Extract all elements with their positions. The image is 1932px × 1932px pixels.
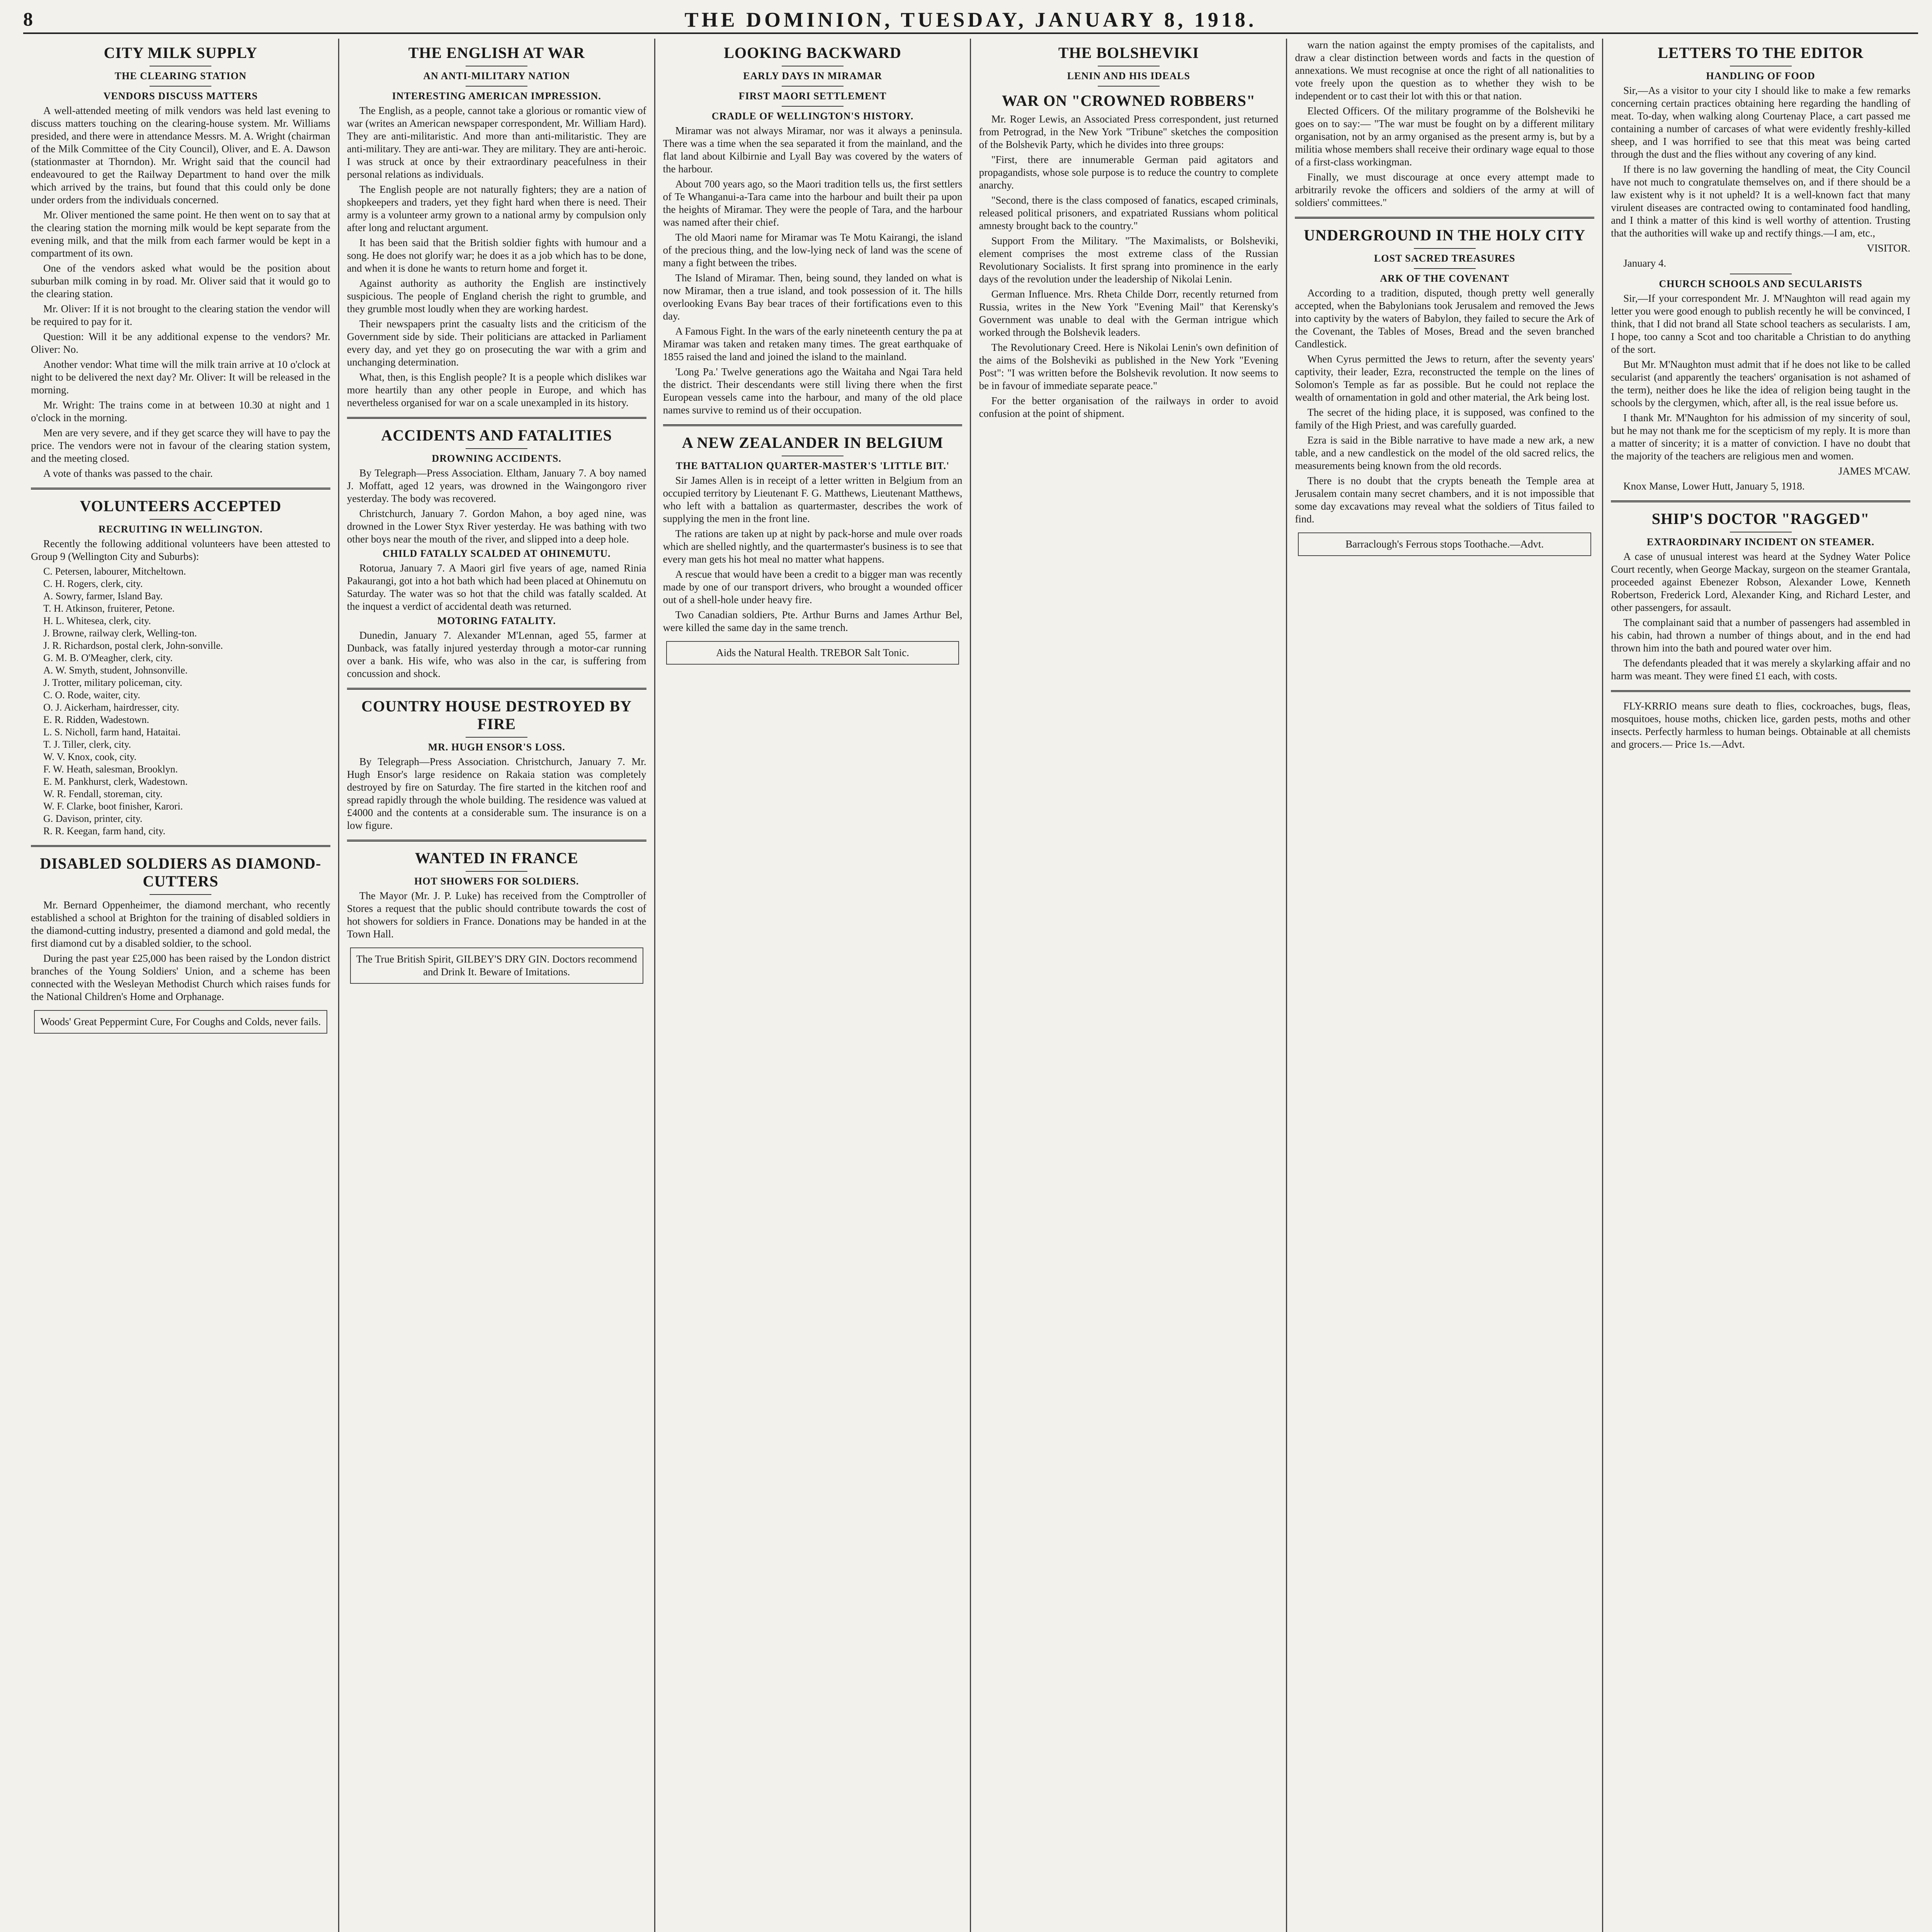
divider [31, 845, 330, 847]
paragraph: Finally, we must discourage at once every attempt made to arbitrarily revoke the officers and soldiers of the army at will of soldiers' committees." [1295, 171, 1595, 208]
headline: A NEW ZEALANDER IN BELGIUM [682, 434, 944, 451]
divider [1414, 248, 1476, 249]
newspaper-title: THE DOMINION, TUESDAY, JANUARY 8, 1918. [684, 8, 1257, 31]
paragraph: There is no doubt that the crypts beneath the Temple area at Jerusalem contain many secret chambers, and it is not impossible that some day excavations may reveal what the soldiers of Titus failed to find. [1295, 475, 1595, 525]
list-item: F. W. Heath, salesman, Brooklyn. [43, 764, 178, 775]
paragraph: Mr. Wright: The trains come in at between 10.30 at night and 1 o'clock in the morning. [31, 399, 330, 423]
divider [31, 488, 330, 490]
subheadline: CHILD FATALLY SCALDED AT OHINEMUTU. [383, 548, 611, 559]
paragraph: Men are very severe, and if they get scarce they will have to pay the price. The vendors were not in favour of the clearing station system, and the meeting closed. [31, 427, 330, 464]
divider [347, 840, 646, 842]
paragraph: Ezra is said in the Bible narrative to have made a new ark, a new table, and a new candlestick on the model of the old sacred relics, the measurements being known from the old records. [1295, 434, 1595, 471]
paragraph: According to a tradition, disputed, though pretty well generally accepted, when the Babylonians took Jerusalem and removed the Jews into captivity by the waters of Babylon, they failed to secure the Ark of the Covenant, the Tables of Moses, Bread and the seven branched Candlestick. [1295, 287, 1595, 350]
paragraph: Elected Officers. Of the military programme of the Bolsheviki he goes on to say:— "The war must be fought on by a different military organisation, not by an army organised as the present army is, but by a militia whose members shall receive their ordinary wage equal to those of a first-class workingman. [1295, 105, 1595, 168]
paragraph: "First, there are innumerable German paid agitators and propagandists, whose sole purpose is to reduce the country to complete anarchy. [979, 154, 1279, 191]
paragraph: Sir,—As a visitor to your city I should like to make a few remarks concerning certain practices obtaining here regarding the handling of meat. To-day, when walking along Courtenay Place, a cart passed me containing a number of carcases of what were evidently freshly-killed sheep, and I was horrified to see that this meat was being carted through the dust and the flies without any covering of any kind. [1611, 85, 1910, 160]
divider [150, 519, 211, 520]
paragraph: If there is no law governing the handling of meat, the City Council have not much to congratulate themselves on, and if there should be a law existent why is it not upheld? It is a well-known fact that many virulent diseases are contracted owing to contaminated food handling, and I think a matter of this kind is well worthy of attention. Trusting that the authorities will wake up and rectify things.—I am, etc., [1611, 163, 1910, 239]
subheadline: ARK OF THE COVENANT [1380, 273, 1510, 284]
list-item: J. Trotter, military policeman, city. [43, 677, 182, 688]
paragraph: A well-attended meeting of milk vendors was held last evening to discuss matters touching on the clearing-house system. Mr. Williams presided, and there were in attendance Messrs. M. A. Wright (chairman of the Milk Committee of the City Council), Oliver, and E. A. Dawson (stationmaster at Thorndon). Mr. Wright said that the council had endeavoured to get the Railway Department to hand over the milk which arrived by the trains, but found that this could only be done under orders from the individuals concerned. [31, 105, 330, 206]
paragraph: Rotorua, January 7. A Maori girl five years of age, named Rinia Pakaurangi, got into a hot bath which had been placed at Ohinemutu on Saturday. The water was so hot that the child was fatally scalded. At the inquest a verdict of accidental death was returned. [347, 562, 646, 612]
paragraph: The English people are not naturally fighters; they are a nation of shopkeepers and traders, yet they fight hard when there is need. Their army is a volunteer army grown to a national army by compulsion only after long and reluctant argument. [347, 184, 646, 233]
paragraph: A vote of thanks was passed to the chair. [43, 468, 213, 479]
paragraph: Their newspapers print the casualty lists and the criticism of the Government side by side. Their politicians are attacked in Parliament every day, and yet they go on prosecuting the war with a grim and unchanging determination. [347, 318, 646, 368]
paragraph: Sir,—If your correspondent Mr. J. M'Naughton will read again my letter you were good enough to publish recently he will be convinced, I think, that I did not brand all State school teachers as secularists. I am, I hope, too canny a Scot and too charitable a Christian to do anything of the sort. [1611, 293, 1910, 355]
list-item: W. R. Fendall, storeman, city. [43, 788, 163, 799]
paragraph: Another vendor: What time will the milk train arrive at 10 o'clock at night to be delivered the next day? Mr. Oliver: It will be released in the morning. [31, 359, 330, 396]
subheadline: INTERESTING AMERICAN IMPRESSION. [392, 90, 601, 102]
paragraph: Mr. Bernard Oppenheimer, the diamond merchant, who recently established a school at Brighton for the training of disabled soldiers in the diamond-cutting industry, presented a diamond and gold medal, the first diamond cut by a disabled soldier, to the school. [31, 899, 330, 949]
ad-text: Barraclough's Ferrous stops Toothache.—Advt. [1345, 538, 1544, 550]
subheadline: MR. HUGH ENSOR'S LOSS. [428, 742, 565, 753]
paragraph: Christchurch, January 7. Gordon Mahon, a boy aged nine, was drowned in the Lower Styx River yesterday. He was bathing with two other boys near the mouth of the river, and slipped into a deep hole. [347, 508, 646, 545]
list-item: A. Sowry, farmer, Island Bay. [43, 590, 163, 602]
signature: JAMES M'CAW. [1838, 465, 1910, 477]
headline: UNDERGROUND IN THE HOLY CITY [1304, 226, 1586, 244]
column-3 [655, 39, 971, 1932]
column-1 [23, 39, 339, 1932]
divider [1295, 217, 1594, 219]
list-item: E. R. Ridden, Wadestown. [43, 714, 150, 725]
subheadline: CRADLE OF WELLINGTON'S HISTORY. [711, 111, 914, 122]
divider [150, 86, 211, 87]
volunteer-list [31, 565, 330, 837]
paragraph: A Famous Fight. In the wars of the early nineteenth century the pa at Miramar was taken and retaken many times. The great earthquake of 1855 raised the land and joined the island to the mainland. [663, 325, 963, 362]
paragraph: The Mayor (Mr. J. P. Luke) has received from the Comptroller of Stores a request that the public should contribute towards the cost of hot showers for soldiers in France. Donations may be handed in at the Town Hall. [347, 890, 646, 940]
paragraph: The English, as a people, cannot take a glorious or romantic view of war (writes an American newspaper correspondent, Mr. William Hard). They are anti-militaristic. And more than anti-militaristic. They are anti-military. They are anti-war. They are military. They are anti-heroic. I was struck at once by their extraordinary peacefulness in their personal relations as individuals. [347, 105, 646, 180]
divider [1414, 268, 1476, 269]
paragraph: The rations are taken up at night by pack-horse and mule over roads which are shelled nightly, and the quartermaster's business is to see that every man gets his hot meal no matter what happens. [663, 528, 963, 565]
list-item: L. S. Nicholl, farm hand, Hataitai. [43, 726, 181, 738]
divider [347, 417, 646, 419]
column-2 [339, 39, 655, 1932]
paragraph: By Telegraph—Press Association. Christchurch, January 7. Mr. Hugh Ensor's large residence on Rakaia station was completely destroyed by fire on Saturday. The fire started in the kitchen roof and spread rapidly through the whole building. The residence was valued at £4000 and the contents at a considerable sum. The insurance is on a low figure. [347, 756, 646, 831]
paragraph: A case of unusual interest was heard at the Sydney Water Police Court recently, when George Mackay, surgeon on the steamer Grantala, proceeded against Ebenezer Robson, Alexander Lowe, Kenneth Robertson, Frederick Lord, Alexander King, and Richard Lester, and other passengers, for assault. [1611, 551, 1910, 613]
list-item: C. Petersen, labourer, Mitcheltown. [43, 566, 186, 577]
advertisement [1298, 532, 1591, 556]
subheadline: RECRUITING IN WELLINGTON. [98, 524, 263, 535]
subheadline: FIRST MAORI SETTLEMENT [738, 90, 887, 102]
column-4 [971, 39, 1287, 1932]
divider [1098, 86, 1160, 87]
paragraph: Mr. Oliver mentioned the same point. He then went on to say that at the clearing station the morning milk would be kept separate from the evening milk, and that the milk from each farmer would be kept in a compartment of its own. [31, 209, 330, 259]
page-number: 8 [23, 8, 33, 30]
paragraph: What, then, is this English people? It is a people which dislikes war more heartily than any other people in Europe, and which has nevertheless organised for war on a scale unexampled in its history. [347, 371, 646, 408]
subheadline: THE CLEARING STATION [114, 70, 247, 82]
list-item: C. H. Rogers, clerk, city. [43, 578, 143, 589]
list-item: O. J. Aickerham, hairdresser, city. [43, 702, 179, 713]
headline: THE BOLSHEVIKI [1058, 44, 1199, 61]
paragraph: Miramar was not always Miramar, nor was it always a peninsula. There was a time when the sea separated it from the mainland, and the flat land about Kilbirnie and Lyall Bay was covered by the waters of the harbour. [663, 125, 963, 175]
columns [23, 39, 1918, 1932]
paragraph: Mr. Roger Lewis, an Associated Press correspondent, just returned from Petrograd, in the New York "Tribune" sketches the composition of the Bolshevik Party, which he divides into three groups: [979, 113, 1279, 150]
paragraph: The old Maori name for Miramar was Te Motu Kairangi, the island of the precious thing, and the low-lying neck of land was the scene of many a fight between the tribes. [663, 231, 963, 269]
list-item: J. R. Richardson, postal clerk, John-sonville. [43, 640, 223, 651]
signature: VISITOR. [1867, 242, 1910, 254]
paragraph: Two Canadian soldiers, Pte. Arthur Burns and James Arthur Bel, were killed the same day in the same trench. [663, 609, 963, 633]
subheadline: AN ANTI-MILITARY NATION [423, 70, 570, 82]
divider [466, 737, 527, 738]
subheadline: CHURCH SCHOOLS AND SECULARISTS [1659, 278, 1862, 289]
subheadline: DROWNING ACCIDENTS. [432, 453, 561, 464]
paragraph: Question: Will it be any additional expense to the vendors? Mr. Oliver: No. [31, 331, 330, 355]
headline: LOOKING BACKWARD [724, 44, 901, 61]
subheadline: WAR ON "CROWNED ROBBERS" [1002, 92, 1256, 109]
subheadline: HOT SHOWERS FOR SOLDIERS. [414, 876, 579, 887]
paragraph: But Mr. M'Naughton must admit that if he does not like to be called secularist (and apparently the teachers' organisation is not ashamed of the term), neither does he like the idea of religion being taught in the schools by the clergymen, which, after all, is the real issue before us. [1611, 359, 1910, 408]
subheadline: LENIN AND HIS IDEALS [1067, 70, 1190, 82]
paragraph: When Cyrus permitted the Jews to return, after the seventy years' captivity, their leader, Ezra, reconstructed the temple on the lines of Solomon's Temple as far as possible. But he could not replace the wealth of ornamentation in gold and other material, the Ark being lost. [1295, 353, 1595, 403]
list-item: H. L. Whitesea, clerk, city. [43, 615, 151, 626]
paragraph: German Influence. Mrs. Rheta Childe Dorr, recently returned from Russia, writes in the New York "Evening Mail" that Kerensky's Government was unable to deal with the German intrigue which worked through the Bolshevik leaders. [979, 288, 1279, 338]
list-item: W. F. Clarke, boot finisher, Karori. [43, 801, 183, 812]
list-item: T. J. Tiller, clerk, city. [43, 739, 131, 750]
paragraph: For the better organisation of the railways in order to avoid confusion at the point of shipment. [979, 395, 1279, 419]
list-item: G. Davison, printer, city. [43, 813, 143, 824]
divider [347, 688, 646, 690]
headline: VOLUNTEERS ACCEPTED [80, 497, 282, 515]
advertisement [350, 947, 643, 984]
subheadline: HANDLING OF FOOD [1706, 70, 1815, 82]
subheadline: MOTORING FATALITY. [437, 615, 556, 626]
headline: SHIP'S DOCTOR "RAGGED" [1651, 510, 1870, 527]
subheadline: VENDORS DISCUSS MATTERS [103, 90, 258, 102]
headline: ACCIDENTS AND FATALITIES [381, 427, 612, 444]
paragraph: It has been said that the British soldier fights with humour and a song. He does not glorify war; he does it as a job which has to be done, and when it is done he wants to return home and forget it. [347, 237, 646, 274]
paragraph: warn the nation against the empty promises of the capitalists, and draw a clear distinction between words and facts in the question of annexations. We must recognise at once the right of all nationalities to vote freely upon the question as to whether they wish to be independent or to cast their lot with this or that nation. [1295, 39, 1595, 102]
advertisement [666, 641, 959, 665]
paragraph: By Telegraph—Press Association. Eltham, January 7. A boy named J. Moffatt, aged 12 years, was drowned in the Waingongoro river yesterday. The body was recovered. [347, 467, 646, 504]
divider [1611, 500, 1910, 502]
paragraph: Against authority as authority the English are instinctively suspicious. The people of England cherish the right to grumble, and they grumble most loudly when they are working hardest. [347, 277, 646, 315]
divider [782, 106, 844, 107]
advertisement: FLY-KRRIO means sure death to flies, cockroaches, bugs, fleas, mosquitoes, house moths, chicken lice, garden pests, moths and other insects. Perfectly harmless to human beings. Obtainable at all chemists and grocers.— Price 1s.—Advt. [1611, 700, 1910, 750]
ad-text: Aids the Natural Health. TREBOR Salt Tonic. [716, 647, 909, 658]
subheadline: EXTRAORDINARY INCIDENT ON STEAMER. [1646, 536, 1875, 548]
column-5 [1287, 39, 1603, 1932]
headline: WANTED IN FRANCE [415, 849, 578, 867]
subheadline: LOST SACRED TREASURES [1374, 253, 1515, 264]
list-item: G. M. B. O'Meagher, clerk, city. [43, 652, 173, 663]
headline: DISABLED SOLDIERS AS DIAMOND-CUTTERS [40, 855, 321, 890]
paragraph: "Second, there is the class composed of fanatics, escaped criminals, released political prisoners, and expatriated Russians whom political amnesty brought back to the country." [979, 194, 1279, 231]
divider [1611, 690, 1910, 692]
divider [150, 894, 211, 895]
section-title: LETTERS TO THE EDITOR [1658, 44, 1864, 61]
ad-text: Woods' Great Peppermint Cure, For Coughs and Colds, never fails. [40, 1016, 321, 1027]
paragraph: The complainant said that a number of passengers had assembled in his cabin, had thrown a number of things about, and in the end had thrown him into the bath and poured water over him. [1611, 617, 1910, 654]
list-item: C. O. Rode, waiter, city. [43, 689, 140, 701]
subheadline: THE BATTALION QUARTER-MASTER'S 'LITTLE BIT.' [675, 460, 950, 471]
paragraph: About 700 years ago, so the Maori tradition tells us, the first settlers of Te Whanganui-a-Tara came into the harbour and built their pa upon the heights of Miramar. They were the people of Tara, and the harbour was named after their chief. [663, 178, 963, 228]
headline: THE ENGLISH AT WAR [408, 44, 585, 61]
list-item: T. H. Atkinson, fruiterer, Petone. [43, 603, 175, 614]
divider [782, 86, 844, 87]
paragraph: 'Long Pa.' Twelve generations ago the Waitaha and Ngai Tara held the district. Their descendants were still living there when the first European vessels came into the harbour, and many of the old place names survive to remind us of their occupation. [663, 366, 963, 416]
list-item: E. M. Pankhurst, clerk, Wadestown. [43, 776, 188, 787]
divider [663, 424, 963, 426]
paragraph: The defendants pleaded that it was merely a skylarking affair and no harm was meant. They were fined £1 each, with costs. [1611, 657, 1910, 682]
headline: CITY MILK SUPPLY [104, 44, 258, 61]
advertisement [34, 1010, 327, 1034]
paragraph: The Island of Miramar. Then, being sound, they landed on what is now Miramar, then a true island, and took possession of it. The hills overlooking Evans Bay bear traces of their fortifications even to this day. [663, 272, 963, 322]
dateline: Knox Manse, Lower Hutt, January 5, 1918. [1623, 480, 1805, 492]
divider [466, 871, 527, 872]
list-item: J. Browne, railway clerk, Welling-ton. [43, 628, 197, 639]
paragraph: During the past year £25,000 has been raised by the London district branches of the Young Soldiers' Union, and a scheme has been connected with the Wesleyan Methodist Church which raises funds for the National Children's Home and Orphanage. [31, 952, 330, 1002]
paragraph: Mr. Oliver: If it is not brought to the clearing station the vendor will be required to pay for it. [31, 303, 330, 327]
paragraph: Sir James Allen is in receipt of a letter written in Belgium from an occupied territory by Lieutenant F. G. Matthews, Lieutenant Matthews, who left with a battalion as quartermaster, describes the work of supplying the men in the front line. [663, 474, 963, 524]
paragraph: Support From the Military. "The Maximalists, or Bolsheviki, element comprises the most extreme class of the Russian Revolutionary Socialists. It first sprang into prominence in the early days of the revolution under the leadership of Nikolai Lenin. [979, 235, 1279, 285]
list-item: W. V. Knox, cook, city. [43, 751, 137, 762]
subheadline: EARLY DAYS IN MIRAMAR [743, 70, 882, 82]
ad-text: The True British Spirit, GILBEY'S DRY GIN. Doctors recommend and Drink It. Beware of Imitations. [356, 953, 637, 978]
list-item: R. R. Keegan, farm hand, city. [43, 825, 165, 837]
headline: COUNTRY HOUSE DESTROYED BY FIRE [361, 697, 632, 733]
column-6 [1603, 39, 1918, 1932]
paragraph: I thank Mr. M'Naughton for his admission of my sincerity of soul, but he may not thank me for the scepticism of my reply. It is more than a matter of sincerity; it is a matter of conviction. I have no doubt that the majority of the teachers are religious men and women. [1611, 412, 1910, 462]
paragraph: The Revolutionary Creed. Here is Nikolai Lenin's own definition of the aims of the Bolsheviki as published in the New York "Evening Post": "I was written before the Bolshevik revolution. It now seems to be in favour of immediate separate peace." [979, 342, 1279, 391]
masthead [23, 8, 1918, 34]
divider [466, 448, 527, 449]
paragraph: The secret of the hiding place, it is supposed, was confined to the family of the High Priest, and was carefully guarded. [1295, 406, 1595, 431]
paragraph: One of the vendors asked what would be the position about suburban milk coming in by road. Mr. Oliver said that it would go to the clearing station. [31, 262, 330, 299]
dateline: January 4. [1623, 257, 1667, 269]
paragraph: Recently the following additional volunteers have been attested to Group 9 (Wellington City and Suburbs): [31, 538, 330, 562]
paragraph: A rescue that would have been a credit to a bigger man was recently made by one of our transport drivers, who brought a wounded officer out of a shell-hole under heavy fire. [663, 568, 963, 605]
paragraph: Dunedin, January 7. Alexander M'Lennan, aged 55, farmer at Dunback, was fatally injured yesterday through a motor-car running over a bank. His wife, who was also in the car, is suffering from concussion and shock. [347, 629, 646, 679]
list-item: A. W. Smyth, student, Johnsonville. [43, 665, 188, 676]
divider [466, 86, 527, 87]
